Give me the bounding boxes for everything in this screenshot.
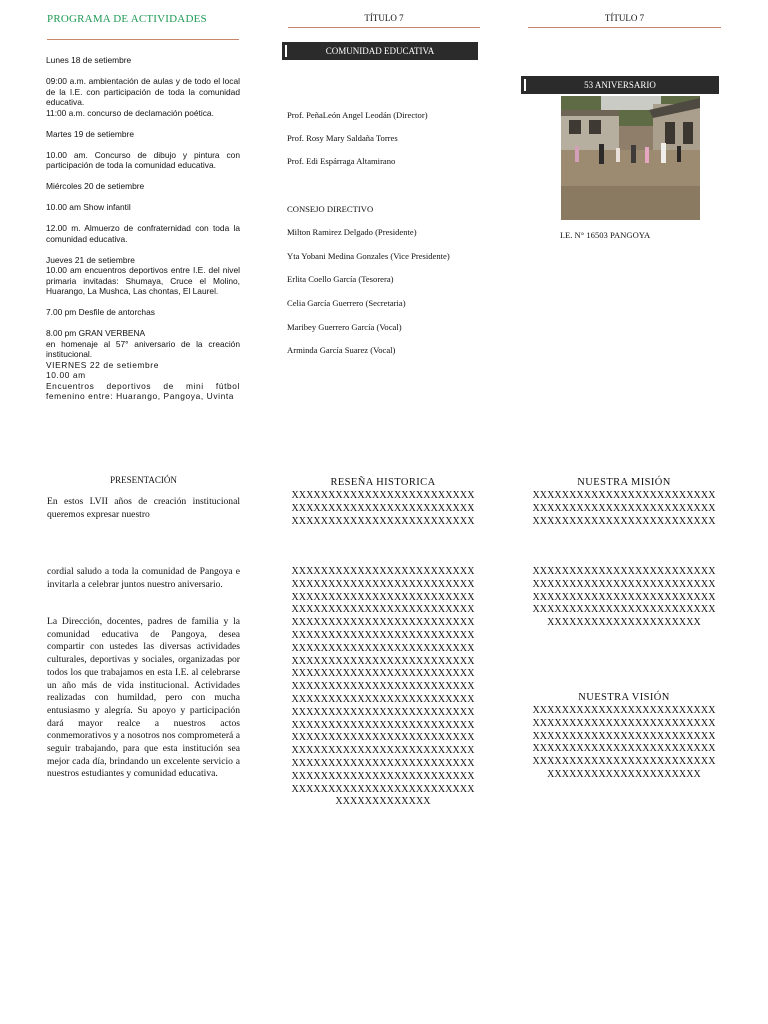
history-line: XXXXXXXXXXXXXXXXXXXXXXXXX (291, 502, 475, 514)
bar-marker-icon (524, 79, 526, 91)
council-member-6: Arminda García Suarez (Vocal) (287, 345, 396, 355)
presentation-paragraph-1: En estos LVII años de creación institucional queremos expresar nuestro (47, 496, 240, 520)
bar-marker-icon (285, 45, 287, 57)
thursday-item-1: 10.00 am encuentros deportivos entre I.E. del nivel primaria invitadas: Shumaya, Cruce el Molino, Huarango, La Mushca, Las chontas, El Laurel. (46, 265, 240, 296)
mission-line-last: XXXXXXXXXXXXXXXXXXXXX (547, 617, 701, 629)
presentation-paragraph-2: cordial saludo a toda la comunidad de Pangoya e invitarla a celebrar juntos nuestro aniversario. (47, 566, 240, 590)
history-line: XXXXXXXXXXXXXXXXXXXXXXXXX (291, 783, 475, 795)
vision-line: XXXXXXXXXXXXXXXXXXXXXXXXX (532, 705, 716, 716)
friday-item: Encuentros deportivos de mini fútbol femenino entre: Huarango, Pangoya, Uvinta (46, 380, 240, 401)
program-title: PROGRAMA DE ACTIVIDADES (47, 13, 207, 25)
column3-title: TÍTULO 7 (604, 13, 645, 23)
vision-line: XXXXXXXXXXXXXXXXXXXXXXXXX (532, 743, 716, 755)
history-line: XXXXXXXXXXXXXXXXXXXXXXXXX (291, 655, 475, 667)
history-line: XXXXXXXXXXXXXXXXXXXXXXXXX (291, 642, 475, 654)
teacher-1: Prof. PeñaLeón Angel Leodán (Director) (287, 110, 428, 120)
history-line: XXXXXXXXXXXXXXXXXXXXXXXXX (291, 706, 475, 718)
wednesday-heading: Miércoles 20 de setiembre (46, 181, 145, 191)
mission-block-2 (524, 566, 724, 630)
history-line: XXXXXXXXXXXXXXXXXXXXXXXXX (291, 770, 475, 782)
thursday-item-2: 7.00 pm Desfile de antorchas (46, 307, 155, 317)
wednesday-item-2: 12.00 m. Almuerzo de confraternidad con toda la comunidad educativa. (46, 223, 240, 244)
history-line: XXXXXXXXXXXXXXXXXXXXXXXXX (291, 515, 475, 527)
history-line: XXXXXXXXXXXXXXXXXXXXXXXXX (291, 668, 475, 680)
vision-block (524, 705, 724, 782)
council-member-5: Maribey Guerrero García (Vocal) (287, 322, 402, 332)
history-line: XXXXXXXXXXXXXXXXXXXXXXXXX (291, 617, 475, 629)
monday-heading: Lunes 18 de setiembre (46, 55, 132, 65)
program-title-rule (47, 39, 239, 40)
vision-line: XXXXXXXXXXXXXXXXXXXXXXXXX (532, 730, 716, 742)
history-line: XXXXXXXXXXXXXXXXXXXXXXXXX (291, 681, 475, 693)
history-line: XXXXXXXXXXXXXXXXXXXXXXXXX (291, 490, 475, 501)
anniversary-bar-label: 53 ANIVERSARIO (584, 80, 656, 90)
history-line: XXXXXXXXXXXXXXXXXXXXXXXXX (291, 591, 475, 603)
council-member-4: Celia García Guerrero (Secretaria) (287, 298, 406, 308)
council-member-2: Yta Yobani Medina Gonzales (Vice Presidente) (287, 251, 450, 261)
mission-line: XXXXXXXXXXXXXXXXXXXXXXXXX (532, 578, 716, 590)
vision-line: XXXXXXXXXXXXXXXXXXXXXXXXX (532, 756, 716, 768)
history-line: XXXXXXXXXXXXXXXXXXXXXXXXX (291, 578, 475, 590)
history-line-last: XXXXXXXXXXXXX (335, 796, 431, 808)
thursday-item-3: 8.00 pm GRAN VERBENA (46, 328, 146, 338)
vision-heading: NUESTRA VISIÓN (578, 692, 670, 703)
mission-heading: NUESTRA MISIÓN (577, 477, 671, 488)
history-line: XXXXXXXXXXXXXXXXXXXXXXXXX (291, 745, 475, 757)
teacher-2: Prof. Rosy Mary Saldaña Torres (287, 133, 398, 143)
council-heading: CONSEJO DIRECTIVO (287, 204, 374, 214)
column2-title: TÍTULO 7 (364, 13, 404, 23)
tuesday-item: 10.00 am. Concurso de dibujo y pintura con participación de toda la comunidad educativa. (46, 149, 240, 170)
history-block-2 (284, 566, 482, 809)
school-photo-illustration (561, 96, 700, 220)
anniversary-bar (521, 76, 719, 94)
mission-line: XXXXXXXXXXXXXXXXXXXXXXXXX (532, 566, 716, 577)
photo-caption: I.E. N° 16503 PANGOYA (560, 230, 651, 240)
history-line: XXXXXXXXXXXXXXXXXXXXXXXXX (291, 732, 475, 744)
mission-line: XXXXXXXXXXXXXXXXXXXXXXXXX (532, 502, 716, 514)
community-bar-label: COMUNIDAD EDUCATIVA (325, 46, 435, 56)
mission-line: XXXXXXXXXXXXXXXXXXXXXXXXX (532, 604, 716, 616)
wednesday-item-1: 10.00 am Show infantil (46, 202, 131, 212)
history-heading: RESEÑA HISTORICA (330, 477, 436, 488)
council-member-1: Milton Ramirez Delgado (Presidente) (287, 227, 417, 237)
community-bar (282, 42, 478, 60)
column3-title-rule (528, 27, 721, 28)
history-line: XXXXXXXXXXXXXXXXXXXXXXXXX (291, 629, 475, 641)
column2-title-rule (288, 27, 480, 28)
friday-time: 10.00 am (46, 370, 86, 380)
history-line: XXXXXXXXXXXXXXXXXXXXXXXXX (291, 719, 475, 731)
friday-heading: VIERNES 22 de setiembre (46, 359, 159, 370)
history-block-1 (284, 490, 482, 528)
monday-item-1: 09:00 a.m. ambientación de aulas y de todo el local de la I.E. con participación de toda la comunidad educativa. (46, 76, 240, 107)
thursday-heading: Jueves 21 de setiembre (46, 254, 135, 265)
monday-item-2: 11:00 a.m. concurso de declamación poética. (46, 107, 214, 118)
council-member-3: Erlita Coello García (Tesorera) (287, 274, 394, 284)
history-line: XXXXXXXXXXXXXXXXXXXXXXXXX (291, 566, 475, 577)
vision-line: XXXXXXXXXXXXXXXXXXXXXXXXX (532, 717, 716, 729)
mission-line: XXXXXXXXXXXXXXXXXXXXXXXXX (532, 515, 716, 527)
vision-line-last: XXXXXXXXXXXXXXXXXXXXX (547, 768, 701, 780)
tuesday-heading: Martes 19 de setiembre (46, 128, 134, 139)
activity-schedule (46, 55, 240, 402)
teacher-3: Prof. Edi Espárraga Altamirano (287, 156, 396, 166)
presentation-title: PRESENTACIÓN (110, 475, 177, 485)
presentation-paragraph-3: La Dirección, docentes, padres de familia y la comunidad educativa de Pangoya, desea compartir con ustedes las diversas actividades culturales, deportivas y sociales, organizadas por todos los que trabajamos en esta I.E. al celebrarse un año más de vida institucional. Actividades realizadas con humildad, pero con mucha entusiasmo y alegría. Su apoyo y participación dará mayor realce a nuestros actos conmemorativos y a nosotros nos comprometerá a seguir trabajando, para que esta institución sea mejor cada día, brindando un excelente servicio a nuestros estudiantes y comunidad educativa. (47, 616, 240, 780)
thursday-item-4: en homenaje al 57° aniversario de la creación institucional. (46, 338, 240, 359)
mission-line: XXXXXXXXXXXXXXXXXXXXXXXXX (532, 490, 716, 501)
history-line: XXXXXXXXXXXXXXXXXXXXXXXXX (291, 693, 475, 705)
history-line: XXXXXXXXXXXXXXXXXXXXXXXXX (291, 757, 475, 769)
history-line: XXXXXXXXXXXXXXXXXXXXXXXXX (291, 604, 475, 616)
mission-line: XXXXXXXXXXXXXXXXXXXXXXXXX (532, 591, 716, 603)
mission-block-1 (524, 490, 724, 528)
school-photo (561, 96, 700, 220)
